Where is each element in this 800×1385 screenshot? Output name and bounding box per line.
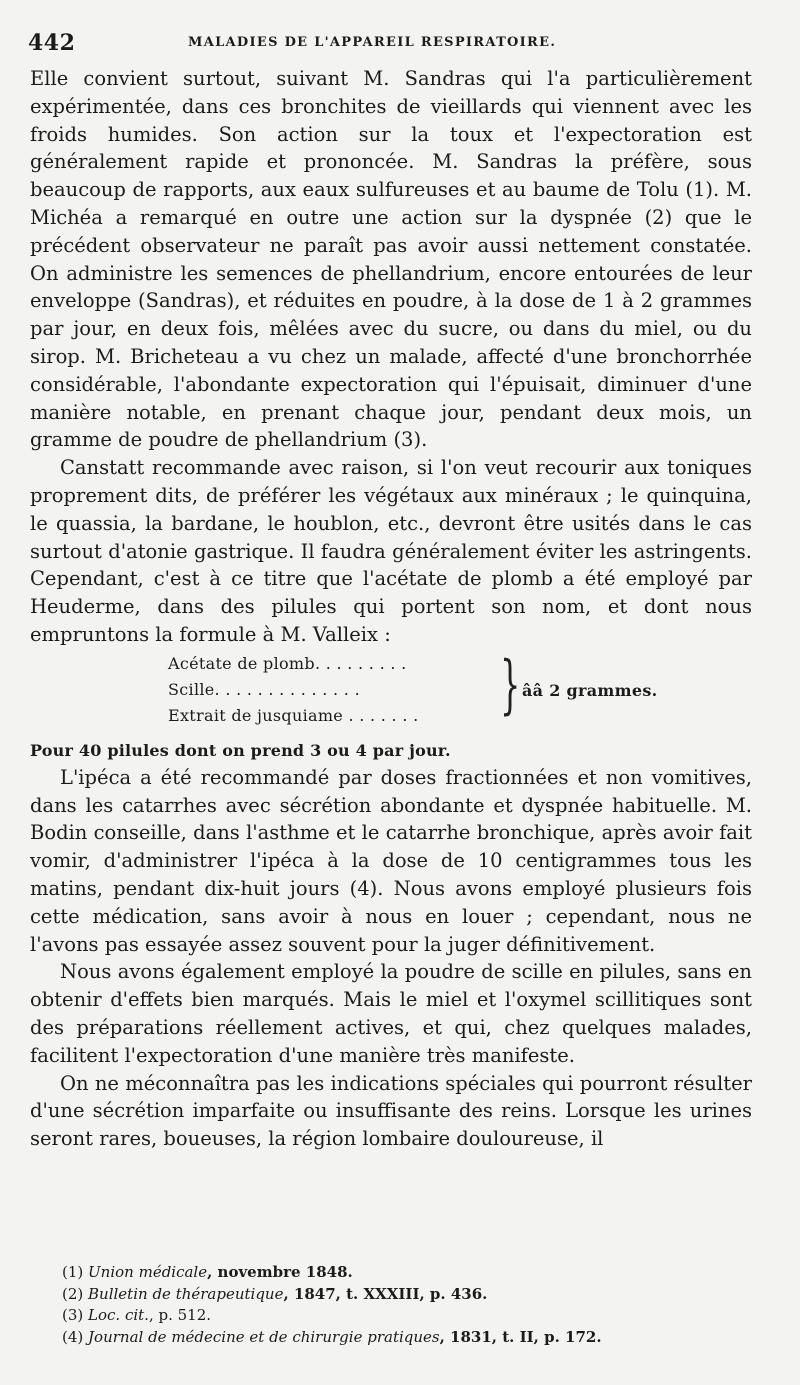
- recipe-dose: ââ 2 grammes.: [522, 680, 658, 700]
- footnote-reference: , 1847, t. XXXIII, p. 436.: [283, 1284, 488, 1303]
- recipe-ingredient: Scille. . . . . . . . . . . . . .: [168, 679, 360, 699]
- main-text: [30, 65, 752, 1153]
- recipe-ingredient: Acétate de plomb. . . . . . . . .: [168, 653, 407, 673]
- paragraph: Canstatt recommande avec raison, si l'on veut recourir aux toniques proprement dits, de préférer les végétaux aux minéraux ; le quinquina, le quassia, la bardane, le houblon, etc., devront être usités dans le cas surtout d'atonie gastrique. Il faudra généralement éviter les astringents. Cependant, c'est à ce titre que l'acétate de plomb a été employé par Heuderme, dans des pilules qui portent son nom, et dont nous empruntons la formule à M. Valleix :: [30, 456, 752, 646]
- footnote-source: Union médicale: [88, 1263, 208, 1281]
- footnote: [62, 1262, 762, 1284]
- recipe-instruction: Pour 40 pilules dont on prend 3 ou 4 par jour.: [30, 740, 451, 760]
- paragraph: L'ipéca a été recommandé par doses fractionnées et non vomitives, dans les catarrhes avec sécrétion abondante et dyspnée habituelle. M. Bodin conseille, dans l'asthme et le catarrhe bronchique, après avoir fait vomir, d'administrer l'ipéca à la dose de 10 centigrammes tous les matins, pendant dix-huit jours (4). Nous avons employé plusieurs fois cette médication, sans avoir à nous en louer ; cependant, nous ne l'avons pas essayée assez souvent pour la juger définitivement.: [30, 765, 752, 956]
- footnote-reference: , 1831, t. II, p. 172.: [439, 1327, 602, 1346]
- recipe-ingredient: Extrait de jusquiame . . . . . . .: [168, 705, 419, 725]
- paragraph: Nous avons également employé la poudre de scille en pilules, sans en obtenir d'effets bien marqués. Mais le miel et l'oxymel scillitiques sont des préparations réellement actives, et qui, chez quelques malades, facilitent l'expectoration d'une manière très manifeste.: [30, 960, 752, 1067]
- footnote-source: Loc. cit.: [88, 1306, 149, 1324]
- footnote-source: Bulletin de thérapeutique: [88, 1284, 284, 1303]
- page-number: 442: [28, 30, 76, 56]
- paragraph: Elle convient surtout, suivant M. Sandras qui l'a particulièrement expérimentée, dans ces bronchites de vieillards qui viennent avec les froids humides. Son action sur la toux et l'expectoration est généralement rapide et prononcée. M. Sandras la préfère, sous beaucoup de rapports, aux eaux sulfureuses et au baume de Tolu (1). M. Michéa a remarqué en outre une action sur la dyspnée (2) que le précédent observateur ne paraît pas avoir aussi nettement constatée. On administre les semences de phellandrium, encore entourées de leur enveloppe (Sandras), et réduites en poudre, à la dose de 1 à 2 grammes par jour, en deux fois, mêlées avec du sucre, ou dans du miel, ou du sirop. M. Bricheteau a vu chez un malade, affecté d'une bronchorrhée considérable, l'abondante expectoration qui l'épuisait, diminuer d'une manière notable, en prenant chaque jour, pendant deux mois, un gramme de poudre de phellandrium (3).: [30, 67, 752, 452]
- footnote-number: (2): [62, 1284, 84, 1303]
- footnote-reference: , p. 512.: [148, 1306, 212, 1324]
- footnote-number: (3): [62, 1306, 84, 1324]
- footnote-reference: , novembre 1848.: [207, 1263, 353, 1281]
- recipe-formula: [30, 647, 752, 735]
- brace-icon: }: [500, 647, 521, 722]
- footnote: [62, 1305, 762, 1327]
- footnote-source: Journal de médecine et de chirurgie pratiques: [88, 1327, 440, 1346]
- page-header: [28, 30, 748, 58]
- footnotes: [62, 1262, 762, 1348]
- running-title: MALADIES DE L'APPAREIL RESPIRATOIRE.: [188, 35, 557, 50]
- paragraph: On ne méconnaîtra pas les indications spéciales qui pourront résulter d'une sécrétion imparfaite ou insuffisante des reins. Lorsque les urines seront rares, boueuses, la région lombaire douloureuse, il: [30, 1071, 752, 1151]
- footnote-number: (4): [62, 1327, 84, 1346]
- footnote: [62, 1327, 762, 1349]
- footnote-number: (1): [62, 1263, 84, 1281]
- footnote: [62, 1284, 762, 1306]
